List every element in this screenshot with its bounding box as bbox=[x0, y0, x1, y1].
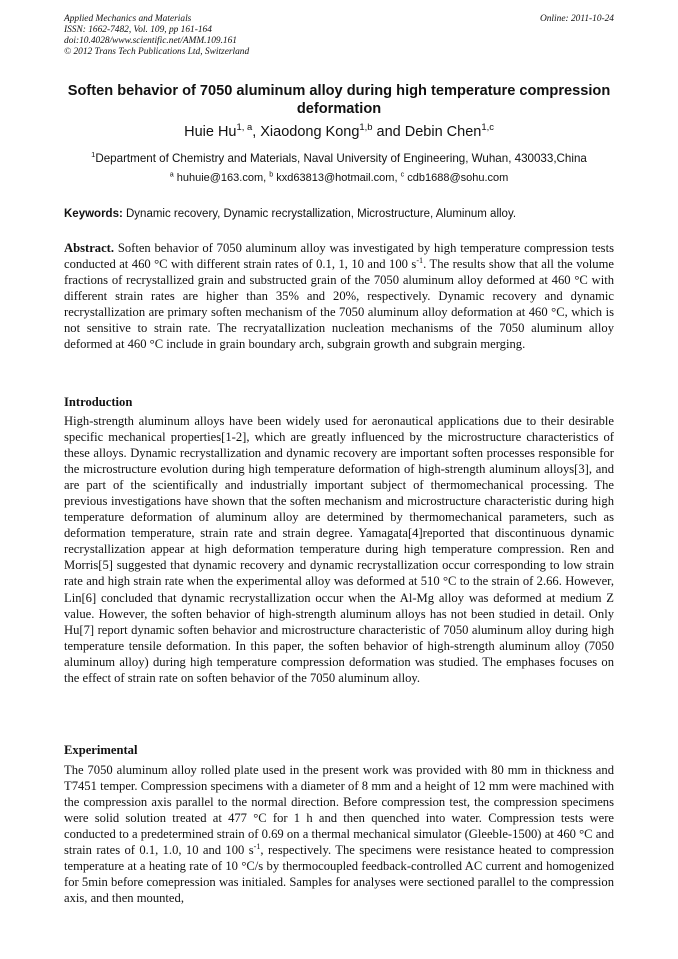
doi-line: doi:10.4028/www.scientific.net/AMM.109.161 bbox=[64, 36, 237, 46]
abstract-text: . The results show that all the volume fractions of recrystallized grain and substructed grain of the 7050 aluminum alloy deformed at 460 °C with different strain rates are higher than 35% and 20%, respectively. Dynamic recovery and dynamic recrystallization are primary soften mechanism of the 7050 aluminum alloy deformation at 460 °C, which is not sensitive to strain rate. The recryatallization nucleation mechanisms of the 7050 aluminum alloy deformed at 460 °C include in grain boundary arch, subgrain growth and subgrain merging. bbox=[64, 257, 614, 352]
email-address: huhuie@163.com, bbox=[176, 172, 267, 184]
affiliation-superscript: 1 bbox=[91, 150, 96, 160]
affiliation bbox=[64, 152, 614, 165]
keywords-label: Keywords: bbox=[64, 208, 123, 220]
journal-name: Applied Mechanics and Materials bbox=[64, 14, 192, 24]
online-date: Online: 2011-10-24 bbox=[539, 14, 614, 24]
author-name: Huie Hu bbox=[184, 124, 237, 140]
email-line bbox=[64, 172, 614, 184]
journal-header bbox=[64, 14, 614, 58]
abstract bbox=[64, 240, 614, 352]
copyright-line: © 2012 Trans Tech Publications Ltd, Switzerland bbox=[64, 47, 250, 57]
author-name: Xiaodong Kong bbox=[260, 124, 360, 140]
introduction-heading: Introduction bbox=[64, 395, 133, 409]
email-address: cdb1688@sohu.com bbox=[407, 172, 509, 184]
author-name: Debin Chen bbox=[404, 124, 482, 140]
email-superscript: c bbox=[400, 170, 405, 179]
email-address: kxd63813@hotmail.com, bbox=[276, 172, 398, 184]
affiliation-text: Department of Chemistry and Materials, Naval University of Engineering, Wuhan, 430033,China bbox=[95, 152, 587, 165]
introduction-text: High-strength aluminum alloys have been widely used for aeronautical applications due to their desirable specific mechanical properties[1-2], which are greatly influenced by the microstructure characteristics of these alloys. Dynamic recrystallization and dynamic recovery are important soften processes responsible for the microstructure evolution during high temperature deformation of high-strength aluminum alloys[3], and are part of the scientifically and industrially important subject of thermomechanical processing. The previous investigations have shown that the soften mechanism and microstructure characteristic during high temperature deformation of aluminum alloy are determined by thermomechanical parameters, such as deformation temperature, strain rate and strain degree. Yamagata[4]reported that discontinuous dynamic recrystallization appear at high deformation temperature during high temperature compression. Ren and Morris[5] suggested that dynamic recovery and dynamic recrystallization occur corresponding to low strain rate and high strain rate when the experimental alloy was deformed at 510 °C to the strain of 2.66. However, Lin[6] concluded that dynamic recrystallization occur when the Al-Mg alloy was deformed at medium Z value. However, the soften behavior of high-strength aluminum alloys has not been studied in detail. Only Hu[7] report dynamic soften behavior and microstructure characteristic of 7050 aluminum alloy during high temperature tensile deformation. In this paper, the soften behavior of high-strength aluminum alloy (7050 aluminum alloy) during high temperature compression deformation was studied. The emphases focuses on the effect of strain rate on soften behavior of the 7050 aluminum alloy. bbox=[64, 414, 614, 685]
author-line: Huie Hu$^{1, a}$, Xiaodong Kong$^{1,b}$ and Debin Chen$^{1,c}$ bbox=[184, 121, 494, 140]
author-superscript: 1,c bbox=[481, 121, 494, 133]
experimental-text-part: , respectively. The specimens were resistance heated to compression temperature at a heating rate of 10 °C/s by thermocoupled feedback-controlled AC current and homogenized for 5min before comepression was initialed. Samples for analyses were sectioned parallel to the compression axis, and then mounted, bbox=[64, 843, 614, 906]
author-conjunction: and bbox=[376, 124, 401, 140]
abstract-label: Abstract. bbox=[64, 241, 115, 255]
author-superscript: 1, a bbox=[236, 121, 253, 133]
keywords bbox=[64, 208, 614, 220]
issn-line: ISSN: 1662-7482, Vol. 109, pp 161-164 bbox=[64, 25, 212, 35]
author-superscript: 1,b bbox=[359, 121, 373, 133]
keywords-text: Dynamic recovery, Dynamic recrystallization, Microstructure, Aluminum alloy. bbox=[126, 208, 517, 220]
unit-superscript: -1 bbox=[416, 255, 424, 265]
experimental-text bbox=[64, 762, 614, 906]
experimental-heading: Experimental bbox=[64, 743, 138, 757]
email-superscript: a bbox=[169, 170, 174, 179]
unit-superscript: -1 bbox=[253, 842, 261, 852]
paper-title: Soften behavior of 7050 aluminum alloy during high temperature compression deformation bbox=[67, 83, 611, 117]
experimental-text-part: The 7050 aluminum alloy rolled plate used in the present work was provided with 80 mm in thickness and T7451 temper. Compression specimens with a diameter of 8 mm and a height of 12 mm were machined with the compression axis parallel to the normal direction. Before compression test, the compression specimens were solid solution treated at 477 °C for 1 h and then quenched into water. Compression tests were conducted to a predetermined strain of 0.69 on a thermal mechanical simulator (Gleeble-1500) at 460 °C and strain rates of 0.1, 1.0, 10 and 100 s bbox=[64, 763, 614, 858]
abstract-text: Soften behavior of 7050 aluminum alloy was investigated by high temperature compression tests conducted at 460 °C with different strain rates of 0.1, 1, 10 and 100 s bbox=[64, 241, 614, 272]
email-superscript: b bbox=[269, 170, 274, 179]
